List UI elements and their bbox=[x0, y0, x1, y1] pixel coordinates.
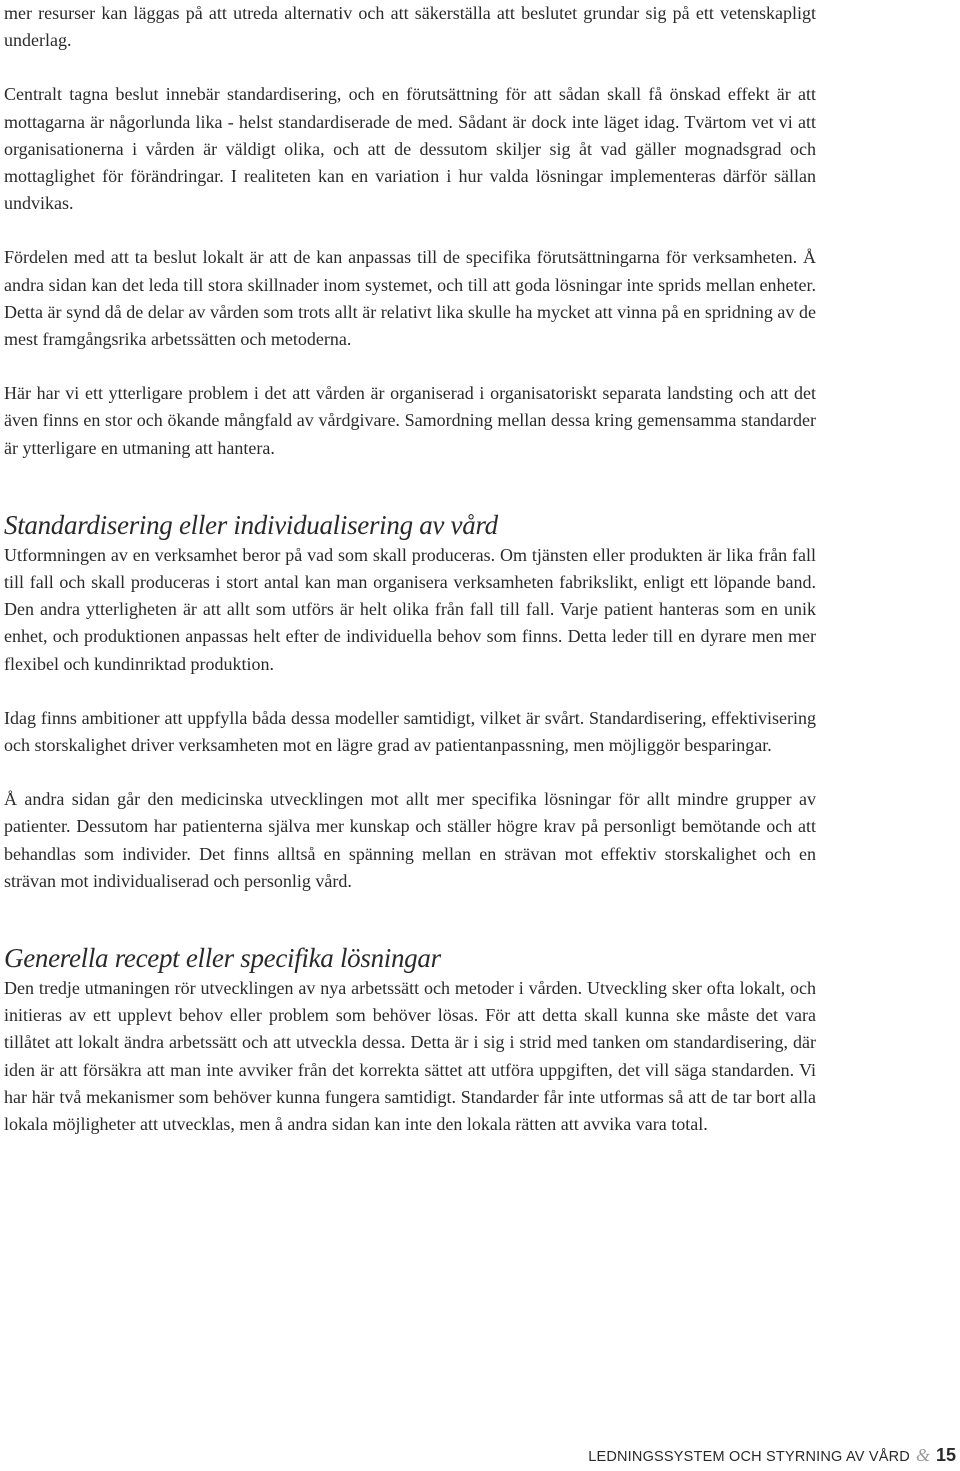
document-page bbox=[4, 0, 816, 1138]
body-paragraph: Idag finns ambitioner att uppfylla båda dessa modeller samtidigt, vilket är svårt. Standardisering, effektivisering och storskalighet driver verksamheten mot en lägre grad av patientanpassning, men möjliggör besparingar. bbox=[4, 707, 816, 756]
body-paragraph: Centralt tagna beslut innebär standardisering, och en förutsättning för att sådan skall få önskad effekt är att mottagarna är någorlunda lika - helst standardiserade de med. Sådant är dock inte läget idag. Tvärtom vet vi att organisationerna i vården är väldigt olika, och att de dessutom skiljer sig åt vad gäller mognadsgrad och mottaglighet för förändringar. I realiteten kan en variation i hur valda lösningar implementeras därför sällan undvikas. bbox=[4, 84, 816, 214]
section-heading: Generella recept eller specifika lösningar bbox=[4, 943, 441, 974]
body-paragraph: Å andra sidan går den medicinska utvecklingen mot allt mer specifika lösningar för allt mindre grupper av patienter. Dessutom har patienterna själva mer kunskap och ställer högre krav på personligt bemötande och att behandlas som individer. Det finns alltså en spänning mellan en strävan mot effektiv storskalighet och en strävan mot individualiserad och personlig vård. bbox=[4, 789, 816, 891]
body-paragraph: Här har vi ett ytterligare problem i det att vården är organiserad i organisatoriskt separata landsting och att det även finns en stor och ökande mångfald av vårdgivare. Samordning mellan dessa kring gemensamma standarder är ytterligare en utmaning att hantera. bbox=[4, 383, 816, 458]
body-paragraph: Den tredje utmaningen rör utvecklingen av nya arbetssätt och metoder i vården. Utveckling sker ofta lokalt, och initieras av ett upplevt behov eller problem som behöver lösas. För att detta skall kunna ske måste det vara tillåtet att lokalt ändra arbetssätt och att utveckla dessa. Detta är i sig i strid med tanken om standardisering, där iden är att försäkra att man inte avviker från det korrekta sättet att utföra uppgiften, det vill säga standarden. Vi har här två mekanismer som behöver kunna fungera samtidigt. Standarder får inte utformas så att de tar bort alla lokala möjligheter att utvecklas, men å andra sidan kan inte den lokala rätten att avvika vara total. bbox=[4, 978, 816, 1135]
body-paragraph: mer resurser kan läggas på att utreda alternativ och att säkerställa att beslutet grundar sig på ett vetenskapligt underlag. bbox=[4, 3, 816, 51]
ampersand-ornament: & bbox=[915, 1445, 930, 1465]
page-number: 15 bbox=[935, 1445, 956, 1465]
section-heading: Standardisering eller individualisering av vård bbox=[4, 509, 498, 540]
body-paragraph: Utformningen av en verksamhet beror på vad som skall produceras. Om tjänsten eller produkten är lika från fall till fall och skall produceras i stort antal kan man organisera verksamheten fabrikslikt, enligt ett löpande band. Den andra ytterligheten är att allt som utförs är helt olika från fall till fall. Varje patient hanteras som en unik enhet, och produktionen anpassas helt efter de individuella behov som finns. Detta leder till en dyrare men mer flexibel och kundinriktad produktion. bbox=[4, 544, 816, 674]
page-footer bbox=[588, 1445, 956, 1471]
body-paragraph: Fördelen med att ta beslut lokalt är att de kan anpassas till de specifika förutsättningarna för verksamheten. Å andra sidan kan det leda till stora skillnader inom systemet, och till att goda lösningar inte sprids mellan enheter. Detta är synd då de delar av vården som trots allt är relativt lika skulle ha mycket att vinna på en spridning av de mest framgångsrika arbetssätten och metoderna. bbox=[4, 247, 816, 350]
running-footer-title: LEDNINGSSYSTEM OCH STYRNING AV VÅRD bbox=[588, 1449, 910, 1465]
